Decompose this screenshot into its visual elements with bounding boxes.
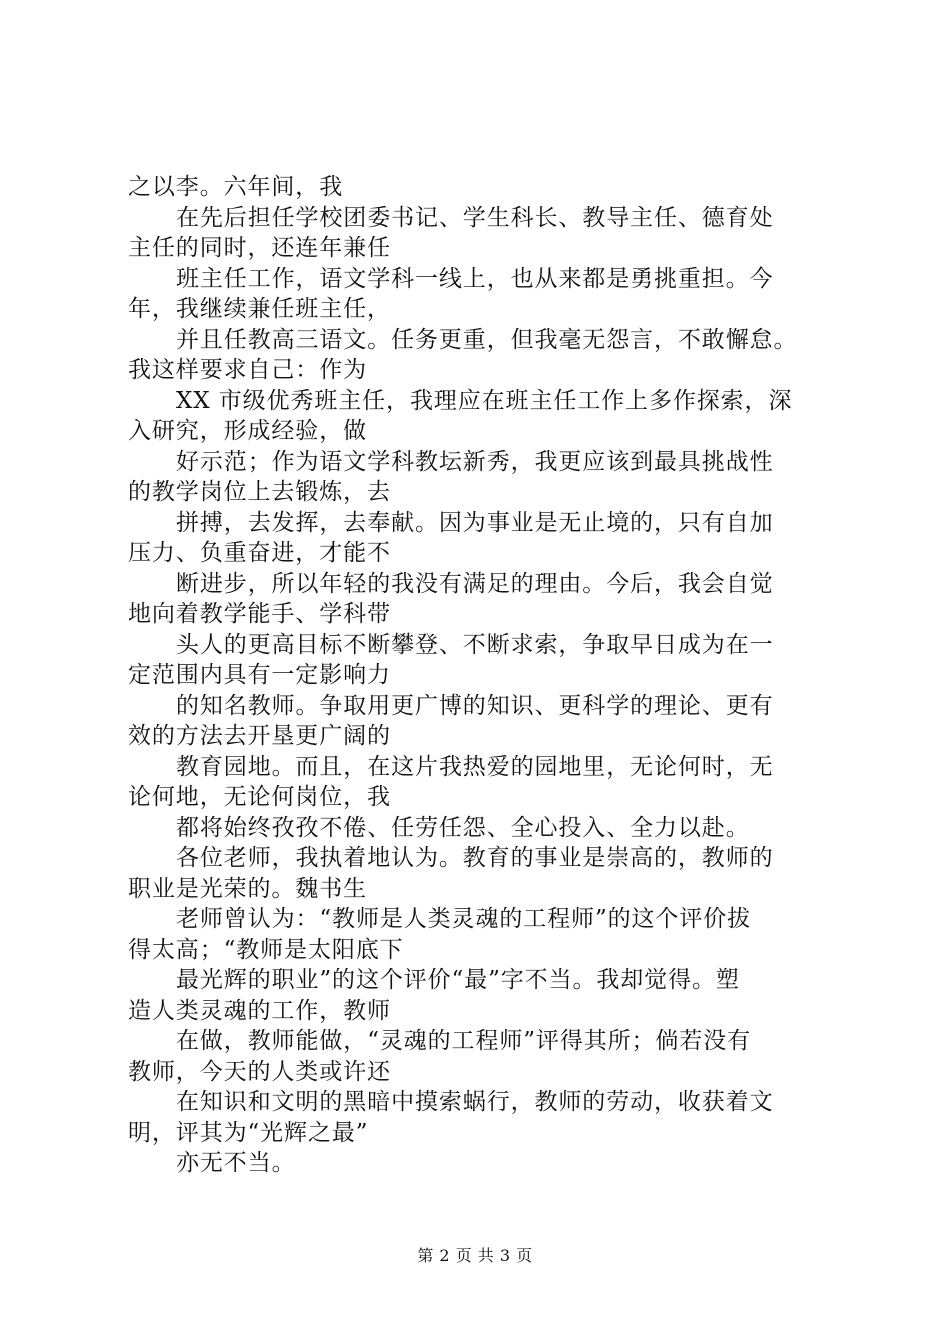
- text-line: 各位老师，我执着地认为。教育的事业是崇高的，教师的: [176, 845, 774, 871]
- text-line: 并且任教高三语文。任务更重，但我毫无怨言，不敢懈怠。: [176, 326, 798, 353]
- text-line: 在知识和文明的黑暗中摸索蜗行，教师的劳动，收获着文: [176, 1089, 774, 1115]
- text-line: 论何地，无论何岗位，我: [128, 784, 391, 810]
- text-line: 主任的同时，还连年兼任: [128, 235, 391, 261]
- text-line: 在先后担任学校团委书记、学生科长、教导主任、德育处: [176, 204, 774, 231]
- text-line: 头人的更高目标不断攀登、不断求索，争取早日成为在一: [176, 631, 774, 658]
- text-line: 教育园地。而且，在这片我热爱的园地里，无论何时，无: [176, 753, 774, 780]
- text-line: 我这样要求自己：作为: [128, 357, 367, 383]
- text-line: XX 市级优秀班主任，我理应在班主任工作上多作探索，深: [176, 387, 793, 414]
- text-line: 之以李。六年间，我: [128, 174, 344, 200]
- text-line: 老师曾认为：“教师是人类灵魂的工程师”的这个评价拔: [176, 906, 752, 932]
- document-body: [128, 172, 858, 1179]
- text-line: 定范围内具有一定影响力: [128, 662, 391, 688]
- text-line: 地向着教学能手、学科带: [128, 601, 391, 627]
- text-line: 造人类灵魂的工作，教师: [128, 997, 391, 1024]
- text-line: 教师，今天的人类或许还: [128, 1058, 391, 1085]
- text-line: 断进步，所以年轻的我没有满足的理由。今后，我会自觉: [176, 570, 774, 597]
- text-line: 好示范；作为语文学科教坛新秀，我更应该到最具挑战性: [176, 448, 774, 475]
- text-line: 得太高；“教师是太阳底下: [128, 936, 404, 963]
- text-line: 最光辉的职业”的这个评价“最”字不当。我却觉得。塑: [176, 967, 740, 993]
- text-line: 效的方法去开垦更广阔的: [128, 723, 391, 749]
- text-line: 职业是光荣的。魏书生: [128, 875, 367, 902]
- text-line: 明，评其为“光辉之最”: [128, 1119, 369, 1146]
- text-line: 都将始终孜孜不倦、任劳任怨、全心投入、全力以赴。: [176, 814, 750, 841]
- text-line: 拼搏，去发挥，去奉献。因为事业是无止境的，只有自加: [176, 509, 774, 536]
- text-line: 班主任工作，语文学科一线上，也从来都是勇挑重担。今: [176, 265, 774, 292]
- text-line: 亦无不当。: [176, 1150, 296, 1176]
- text-line: 入研究，形成经验，做: [128, 418, 367, 444]
- text-line: 的知名教师。争取用更广博的知识、更科学的理论、更有: [176, 692, 774, 719]
- text-line: 年，我继续兼任班主任，: [128, 296, 391, 322]
- text-line: 压力、负重奋进，才能不: [128, 540, 391, 566]
- page-number-footer: 第 2 页 共 3 页: [417, 1246, 533, 1265]
- text-line: 的教学岗位上去锻炼，去: [128, 479, 391, 505]
- text-line: 在做，教师能做，“灵魂的工程师”评得其所；倘若没有: [176, 1028, 752, 1054]
